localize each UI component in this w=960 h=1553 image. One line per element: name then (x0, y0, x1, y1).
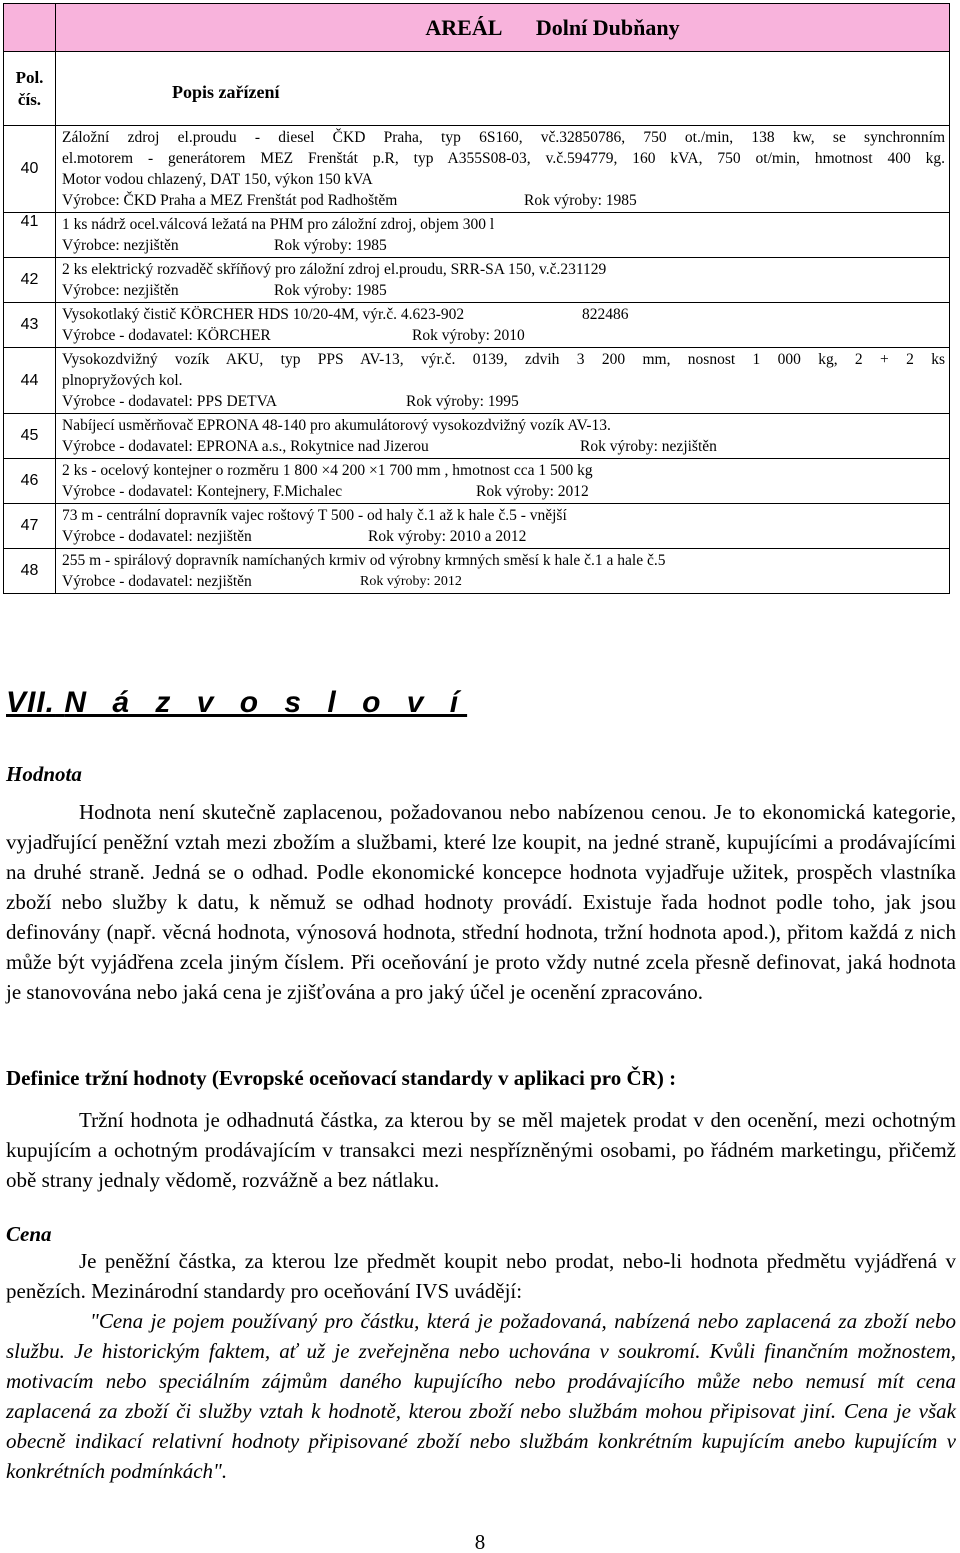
areal-title (56, 4, 950, 52)
paragraph-definice: Tržní hodnota je odhadnutá částka, za kterou by se měl majetek prodat v den ocenění, mezi ochotným kupujícím a ochotným prodávajícím v transakci mezi nespřízněnými osobami, po řádném marketingu, přičemž obě strany jednaly vědomě, rozvážně a bez nátlaku. (6, 1108, 956, 1192)
column-header-desc: Popis zařízení (56, 52, 950, 126)
row-number: 45 (4, 414, 56, 459)
table-row (4, 348, 950, 414)
row-number: 43 (4, 303, 56, 348)
table-row (4, 414, 950, 459)
row-description: 2 ks elektrický rozvaděč skříňový pro záložní zdroj el.proudu, SRR-SA 150, v.č.231129 Výrobce: nezjištěn Rok výroby: 1985 (56, 258, 950, 303)
heading-cena: Cena (6, 1222, 52, 1246)
row-description: Nabíjecí usměrňovač EPRONA 48-140 pro akumulátorový vysokozdvižný vozík AV-13. Výrobce - dodavatel: EPRONA a.s., Rokytnice nad Jizerou Rok výroby: nezjištěn (56, 414, 950, 459)
header-spacer-cell (4, 4, 56, 52)
row-number: 46 (4, 459, 56, 504)
table-row (4, 213, 950, 258)
equipment-table (3, 3, 950, 594)
paragraph-hodnota: Hodnota není skutečně zaplacenou, požadovanou nebo nabízenou cenou. Je to ekonomická kategorie, vyjadřující peněžní vztah mezi zbožím a službami, které lze koupit, na jedné straně, kupujícími a prodávajícími na druhé straně. Jedná se o odhad. Podle ekonomické koncepce hodnota vyjadřuje užitek, prospěch vlastníka zboží nebo služby k datu, k němuž se odhad hodnoty provádí. Existuje řada hodnot podle toho, jak jsou definovány (např. věcná hodnota, výnosová hodnota, střední hodnota, tržní hodnota apod.), přitom každá z nich může být vyjádřena zcela jiným číslem. Při oceňování je proto vždy nutné zcela přesně definovat, jaká hodnota je stanovována nebo jaká cena je zjišťována a pro jaký účel je ocenění zpracováno. (6, 800, 956, 1004)
row-description: 73 m - centrální dopravník vajec roštový T 500 - od haly č.1 až k hale č.5 - vnější Výrobce - dodavatel: nezjištěn Rok výroby: 2010 a 2012 (56, 504, 950, 549)
row-number: 40 (4, 126, 56, 213)
table-row (4, 303, 950, 348)
row-number: 47 (4, 504, 56, 549)
table-row (4, 504, 950, 549)
row-number: 44 (4, 348, 56, 414)
row-number: 41 (4, 213, 56, 258)
table-row (4, 258, 950, 303)
heading-definice: Definice tržní hodnoty (Evropské oceňovací standardy v aplikaci pro ČR) : (6, 1066, 677, 1090)
page-number: 8 (474, 1530, 486, 1553)
table-row (4, 549, 950, 594)
quote-ivs: "Cena je pojem používaný pro částku, která je požadovaná, nabízená nebo zaplacená za zboží nebo službu. Je historickým faktem, ať už je zveřejněna nebo uchována v soukromí. Kvůli finančním možnostem, motivacím nebo speciálním zájmům daného kupujícího nebo prodávajícího může nebo nemusí mít cena zaplacená za zboží či služby vztah k hodnotě, kterou zboží nebo službám mohou připisovat jiní. Cena je však obecně indikací relativní hodnoty připisované zboží nebo službám konkrétním kupujícím anebo kupujícím v konkrétních podmínkách". (6, 1309, 956, 1483)
chapter-title (6, 686, 467, 720)
row-number: 42 (4, 258, 56, 303)
row-description: 2 ks - ocelový kontejner o rozměru 1 800 ×4 200 ×1 700 mm , hmotnost cca 1 500 kg Výrobce - dodavatel: Kontejnery, F.Michalec Rok výroby: 2012 (56, 459, 950, 504)
chapter-name: N á z v o s l o v í (64, 686, 468, 719)
paragraph-cena: Je peněžní částka, za kterou lze předmět koupit nebo prodat, nebo-li hodnota předmětu vyjádřená v penězích. Mezinárodní standardy pro oceňování IVS uvádějí: "Cena je pojem používaný pro částku, která je požadovaná, nabízená nebo zaplacená za zboží nebo službu. Je historickým faktem, ať už je zveřejněna nebo uchována v soukromí. Kvůli finančním možnostem, motivacím nebo speciálním zájmům daného kupujícího nebo prodávajícího může nebo nemusí mít cena zaplacená za zboží či služby vztah k hodnotě, kterou zboží nebo službám mohou připisovat jiní. Cena je však obecně indikací relativní hodnoty připisované zboží nebo službám konkrétním kupujícím anebo kupujícím v konkrétních podmínkách". (6, 1246, 956, 1486)
row-number: 48 (4, 549, 56, 594)
chapter-roman: VII. (6, 686, 56, 719)
row-description: Záložní zdroj el.proudu - diesel ČKD Praha, typ 6S160, vč.32850786, 750 ot./min, 138 kw, se synchronním el.motorem - generátorem MEZ Frenštát p.R, typ A355S08-03, v.č.594779, 160 kVA, 750 ot/min, hmotnost 400 kg. Motor vodou chlazený, DAT 150, výkon 150 kVA Výrobce: ČKD Praha a MEZ Frenštát pod Radhoštěm Rok výroby: 1985 (56, 126, 950, 213)
row-description: 1 ks nádrž ocel.válcová ležatá na PHM pro záložní zdroj, objem 300 l Výrobce: nezjištěn Rok výroby: 1985 (56, 213, 950, 258)
table-row (4, 459, 950, 504)
row-description: Vysokotlaký čistič KÖRCHER HDS 10/20-4M, výr.č. 4.623-902 822486 Výrobce - dodavatel: KÖRCHER Rok výroby: 2010 (56, 303, 950, 348)
heading-hodnota: Hodnota (6, 762, 82, 786)
areal-name: Dolní Dubňany (535, 14, 680, 40)
table-row (4, 126, 950, 213)
areal-word: AREÁL (425, 14, 503, 40)
row-description: Vysokozdvižný vozík AKU, typ PPS AV-13, výr.č. 0139, zdvih 3 200 mm, nosnost 1 000 kg, 2 + 2 ks plnopryžových kol. Výrobce - dodavatel: PPS DETVA Rok výroby: 1995 (56, 348, 950, 414)
row-description: 255 m - spirálový dopravník namíchaných krmiv od výrobny krmných směsí k hale č.1 a hale č.5 Výrobce - dodavatel: nezjištěn Rok výroby: 2012 (56, 549, 950, 594)
column-header-pol: Pol. čís. (4, 52, 56, 126)
